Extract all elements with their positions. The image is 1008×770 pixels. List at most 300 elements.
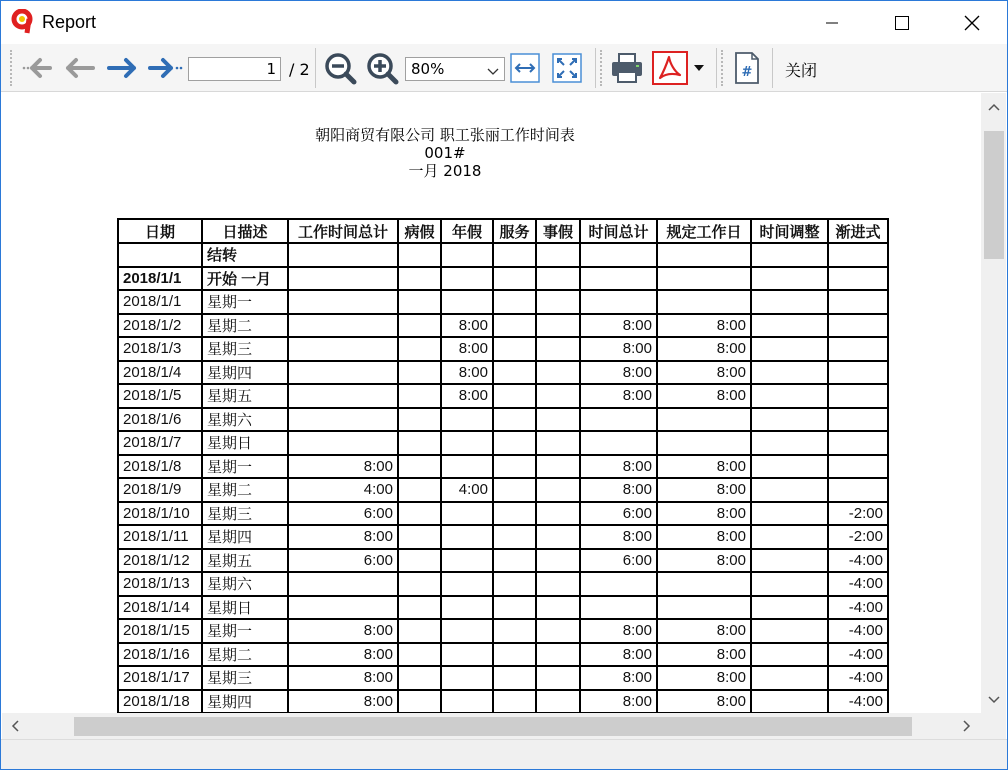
- table-cell: [441, 549, 493, 573]
- column-header: 事假: [536, 219, 580, 243]
- table-cell: [751, 455, 828, 479]
- table-cell: 6:00: [580, 502, 657, 526]
- table-header-row: [118, 219, 888, 243]
- maximize-button[interactable]: [879, 1, 925, 44]
- table-cell: [493, 690, 536, 714]
- zoom-out-icon: [323, 51, 357, 85]
- table-cell: [580, 408, 657, 432]
- table-cell: [751, 549, 828, 573]
- toolbar-separator: [716, 48, 717, 88]
- table-cell: 8:00: [580, 643, 657, 667]
- table-cell: 8:00: [580, 337, 657, 361]
- table-cell: 6:00: [288, 502, 398, 526]
- table-cell: 8:00: [657, 478, 751, 502]
- table-cell: 开始 一月: [202, 267, 288, 291]
- table-cell: 星期三: [202, 337, 288, 361]
- zoom-in-button[interactable]: [363, 50, 401, 86]
- next-page-icon: [106, 56, 140, 80]
- column-header: 时间调整: [751, 219, 828, 243]
- window-title: Report: [42, 12, 97, 32]
- table-cell: [536, 384, 580, 408]
- scroll-right-button[interactable]: [956, 715, 978, 737]
- table-row: [118, 455, 888, 479]
- column-header: 日期: [118, 219, 202, 243]
- table-cell: [751, 502, 828, 526]
- column-header: 规定工作日: [657, 219, 751, 243]
- table-cell: [493, 314, 536, 338]
- table-row: [118, 572, 888, 596]
- table-row: [118, 243, 888, 267]
- table-cell: 星期二: [202, 314, 288, 338]
- close-icon: [964, 15, 980, 31]
- table-cell: [398, 243, 441, 267]
- table-cell: -4:00: [828, 643, 888, 667]
- table-cell: [751, 267, 828, 291]
- table-cell: [493, 290, 536, 314]
- toolbar-grip[interactable]: [600, 50, 603, 86]
- table-cell: [751, 290, 828, 314]
- table-cell: [398, 619, 441, 643]
- print-icon: [610, 52, 644, 84]
- table-cell: [441, 290, 493, 314]
- table-cell: [493, 408, 536, 432]
- table-cell: [493, 337, 536, 361]
- table-cell: [288, 431, 398, 455]
- table-cell: [536, 243, 580, 267]
- table-cell: 4:00: [441, 478, 493, 502]
- report-page-view[interactable]: [2, 93, 980, 713]
- table-cell: [751, 337, 828, 361]
- maximize-icon: [895, 16, 909, 30]
- table-cell: [288, 408, 398, 432]
- table-cell: 8:00: [288, 619, 398, 643]
- table-cell: [288, 337, 398, 361]
- table-cell: [536, 431, 580, 455]
- table-row: [118, 384, 888, 408]
- table-cell: 8:00: [441, 361, 493, 385]
- table-cell: [493, 478, 536, 502]
- table-cell: 星期四: [202, 361, 288, 385]
- table-cell: [657, 572, 751, 596]
- table-cell: [536, 290, 580, 314]
- table-cell: [398, 478, 441, 502]
- table-cell: [751, 643, 828, 667]
- table-cell: [398, 643, 441, 667]
- column-header: 时间总计: [580, 219, 657, 243]
- table-cell: [288, 361, 398, 385]
- table-cell: 星期六: [202, 572, 288, 596]
- table-cell: 8:00: [288, 525, 398, 549]
- table-cell: 星期一: [202, 619, 288, 643]
- table-cell: [288, 267, 398, 291]
- table-cell: 2018/1/16: [118, 643, 202, 667]
- table-cell: [493, 666, 536, 690]
- table-row: [118, 690, 888, 714]
- table-row: [118, 596, 888, 620]
- close-report-button[interactable]: 关闭: [785, 61, 818, 80]
- table-cell: 2018/1/11: [118, 525, 202, 549]
- table-cell: 8:00: [657, 361, 751, 385]
- table-cell: [441, 619, 493, 643]
- table-cell: [493, 549, 536, 573]
- table-cell: 8:00: [657, 337, 751, 361]
- chevron-up-icon: [988, 103, 1000, 111]
- table-cell: -4:00: [828, 572, 888, 596]
- table-cell: 2018/1/1: [118, 290, 202, 314]
- previous-page-button[interactable]: [61, 50, 97, 86]
- table-cell: [536, 314, 580, 338]
- title-bar[interactable]: [1, 1, 1007, 44]
- table-cell: [536, 455, 580, 479]
- table-cell: -4:00: [828, 690, 888, 714]
- chevron-right-icon: [963, 720, 971, 732]
- table-cell: [288, 572, 398, 596]
- table-cell: [536, 549, 580, 573]
- table-cell: [398, 384, 441, 408]
- minimize-button[interactable]: [809, 1, 855, 44]
- table-cell: [751, 596, 828, 620]
- table-cell: 2018/1/7: [118, 431, 202, 455]
- table-cell: [828, 431, 888, 455]
- table-cell: [493, 643, 536, 667]
- table-cell: [536, 690, 580, 714]
- table-cell: 8:00: [580, 455, 657, 479]
- table-cell: [398, 596, 441, 620]
- table-cell: 结转: [202, 243, 288, 267]
- report-title: 朝阳商贸有限公司 职工张丽工作时间表: [315, 126, 575, 144]
- table-cell: [828, 243, 888, 267]
- pdf-icon: [652, 51, 688, 85]
- table-row: [118, 643, 888, 667]
- column-header: 年假: [441, 219, 493, 243]
- column-header: 服务: [493, 219, 536, 243]
- table-cell: [828, 384, 888, 408]
- fit-page-button[interactable]: [550, 50, 584, 86]
- table-cell: 星期四: [202, 525, 288, 549]
- table-cell: [751, 243, 828, 267]
- table-cell: [398, 408, 441, 432]
- table-cell: 4:00: [288, 478, 398, 502]
- table-cell: -4:00: [828, 549, 888, 573]
- table-cell: [441, 408, 493, 432]
- print-button[interactable]: [608, 50, 646, 86]
- zoom-out-button[interactable]: [321, 50, 359, 86]
- table-cell: [398, 431, 441, 455]
- table-cell: [580, 572, 657, 596]
- table-cell: [441, 525, 493, 549]
- chevron-down-icon: [487, 63, 499, 81]
- table-cell: [398, 502, 441, 526]
- table-cell: [536, 643, 580, 667]
- toolbar: [1, 44, 1007, 92]
- table-cell: 6:00: [580, 549, 657, 573]
- table-cell: [398, 455, 441, 479]
- table-cell: [657, 596, 751, 620]
- table-cell: 8:00: [657, 455, 751, 479]
- table-cell: 8:00: [580, 525, 657, 549]
- table-cell: 8:00: [580, 361, 657, 385]
- table-cell: 2018/1/2: [118, 314, 202, 338]
- table-cell: 2018/1/5: [118, 384, 202, 408]
- table-row: [118, 549, 888, 573]
- table-cell: [441, 431, 493, 455]
- status-bar: [1, 739, 1007, 769]
- chevron-left-icon: [11, 720, 19, 732]
- table-cell: [536, 619, 580, 643]
- table-cell: 8:00: [657, 314, 751, 338]
- table-cell: [441, 455, 493, 479]
- table-body: [118, 243, 888, 713]
- table-cell: [441, 502, 493, 526]
- table-cell: [828, 337, 888, 361]
- toolbar-separator: [772, 48, 773, 88]
- report-code: 001#: [424, 144, 466, 162]
- table-cell: 星期四: [202, 690, 288, 714]
- table-cell: [751, 690, 828, 714]
- table-cell: [751, 314, 828, 338]
- table-cell: 6:00: [288, 549, 398, 573]
- last-page-button[interactable]: [147, 50, 185, 86]
- table-cell: [493, 455, 536, 479]
- table-cell: [288, 243, 398, 267]
- table-cell: [751, 384, 828, 408]
- table-cell: 8:00: [580, 384, 657, 408]
- table-cell: 8:00: [657, 384, 751, 408]
- table-cell: -2:00: [828, 525, 888, 549]
- table-cell: 8:00: [657, 549, 751, 573]
- table-cell: 星期日: [202, 596, 288, 620]
- first-page-icon: [20, 56, 54, 80]
- table-cell: [580, 243, 657, 267]
- table-cell: [536, 361, 580, 385]
- table-cell: [828, 267, 888, 291]
- table-cell: 8:00: [580, 619, 657, 643]
- table-cell: 8:00: [657, 619, 751, 643]
- table-cell: [751, 408, 828, 432]
- timesheet-table: [117, 218, 889, 713]
- table-cell: 8:00: [288, 666, 398, 690]
- app-logo-icon: [11, 9, 37, 35]
- table-row: [118, 290, 888, 314]
- table-row: [118, 431, 888, 455]
- table-row: [118, 361, 888, 385]
- table-cell: [398, 572, 441, 596]
- fit-page-icon: [552, 53, 582, 83]
- table-cell: 8:00: [580, 314, 657, 338]
- table-cell: -4:00: [828, 619, 888, 643]
- table-cell: [493, 525, 536, 549]
- scroll-down-button[interactable]: [981, 689, 1006, 711]
- table-cell: [493, 596, 536, 620]
- svg-text:#: #: [741, 65, 753, 80]
- table-cell: 星期二: [202, 643, 288, 667]
- table-cell: [751, 361, 828, 385]
- table-cell: [288, 596, 398, 620]
- table-cell: [398, 314, 441, 338]
- table-cell: [751, 478, 828, 502]
- table-cell: 2018/1/9: [118, 478, 202, 502]
- table-cell: 2018/1/17: [118, 666, 202, 690]
- table-cell: [398, 337, 441, 361]
- table-cell: 8:00: [657, 690, 751, 714]
- table-cell: [751, 525, 828, 549]
- table-cell: 8:00: [657, 525, 751, 549]
- table-cell: [657, 290, 751, 314]
- table-cell: [657, 408, 751, 432]
- table-cell: 8:00: [441, 314, 493, 338]
- table-cell: [828, 361, 888, 385]
- minimize-icon: [826, 17, 838, 29]
- horizontal-scroll-thumb[interactable]: [74, 717, 912, 736]
- table-cell: 2018/1/8: [118, 455, 202, 479]
- report-header: [2, 126, 888, 180]
- table-row: [118, 408, 888, 432]
- zoom-select[interactable]: [405, 57, 505, 81]
- table-cell: [828, 455, 888, 479]
- table-cell: 2018/1/4: [118, 361, 202, 385]
- column-header: 日描述: [202, 219, 288, 243]
- table-cell: 8:00: [580, 690, 657, 714]
- page-numbering-button[interactable]: [730, 50, 764, 86]
- table-cell: [398, 267, 441, 291]
- table-row: [118, 478, 888, 502]
- fit-width-button[interactable]: [508, 50, 542, 86]
- table-cell: 星期日: [202, 431, 288, 455]
- column-header: 病假: [398, 219, 441, 243]
- table-cell: [751, 431, 828, 455]
- table-cell: 2018/1/10: [118, 502, 202, 526]
- close-window-button[interactable]: [949, 1, 995, 44]
- table-cell: [441, 267, 493, 291]
- scrollbar-corner: [981, 713, 1006, 739]
- table-cell: [288, 384, 398, 408]
- table-cell: 星期六: [202, 408, 288, 432]
- table-cell: 8:00: [288, 455, 398, 479]
- table-cell: [398, 361, 441, 385]
- table-cell: [493, 619, 536, 643]
- table-cell: -4:00: [828, 596, 888, 620]
- toolbar-grip[interactable]: [10, 50, 13, 86]
- fit-width-icon: [510, 53, 540, 83]
- table-cell: [751, 572, 828, 596]
- page-number-icon: [734, 52, 760, 84]
- column-header: 渐进式: [828, 219, 888, 243]
- column-header: 工作时间总计: [288, 219, 398, 243]
- table-cell: [536, 408, 580, 432]
- table-cell: [828, 314, 888, 338]
- table-cell: [493, 267, 536, 291]
- table-cell: 8:00: [441, 384, 493, 408]
- page-total-label: / 2: [289, 60, 310, 79]
- table-cell: [441, 572, 493, 596]
- table-cell: -4:00: [828, 666, 888, 690]
- table-cell: 8:00: [288, 643, 398, 667]
- table-cell: [441, 596, 493, 620]
- table-cell: [398, 549, 441, 573]
- table-cell: 2018/1/1: [118, 267, 202, 291]
- table-cell: [493, 384, 536, 408]
- table-cell: [493, 431, 536, 455]
- table-cell: [751, 666, 828, 690]
- table-cell: 8:00: [288, 690, 398, 714]
- table-cell: 星期二: [202, 478, 288, 502]
- table-row: [118, 666, 888, 690]
- table-cell: 星期一: [202, 455, 288, 479]
- table-cell: [536, 596, 580, 620]
- table-cell: [536, 478, 580, 502]
- table-cell: 2018/1/6: [118, 408, 202, 432]
- table-cell: [536, 337, 580, 361]
- zoom-value: 80%: [411, 60, 445, 78]
- table-cell: 8:00: [657, 666, 751, 690]
- export-dropdown-button[interactable]: [691, 50, 707, 86]
- table-row: [118, 267, 888, 291]
- table-cell: [493, 243, 536, 267]
- table-cell: [493, 572, 536, 596]
- toolbar-separator: [595, 48, 596, 88]
- table-cell: [580, 290, 657, 314]
- table-cell: [580, 596, 657, 620]
- table-cell: 8:00: [657, 502, 751, 526]
- table-cell: 8:00: [580, 666, 657, 690]
- table-cell: [580, 431, 657, 455]
- table-cell: [536, 666, 580, 690]
- table-cell: 2018/1/14: [118, 596, 202, 620]
- page-number-input[interactable]: 1: [188, 57, 281, 81]
- table-cell: [288, 314, 398, 338]
- table-cell: [398, 666, 441, 690]
- table-cell: [580, 267, 657, 291]
- table-cell: [657, 431, 751, 455]
- first-page-button[interactable]: [19, 50, 55, 86]
- table-cell: [441, 643, 493, 667]
- table-cell: [493, 361, 536, 385]
- table-cell: [536, 502, 580, 526]
- table-cell: 星期一: [202, 290, 288, 314]
- table-cell: [441, 690, 493, 714]
- last-page-icon: [147, 56, 185, 80]
- table-cell: [398, 290, 441, 314]
- toolbar-separator: [315, 48, 316, 88]
- table-cell: [398, 525, 441, 549]
- report-period: 一月 2018: [408, 162, 482, 180]
- vertical-scroll-thumb[interactable]: [984, 131, 1004, 259]
- table-cell: [536, 525, 580, 549]
- table-cell: [828, 478, 888, 502]
- table-cell: [536, 267, 580, 291]
- table-row: [118, 525, 888, 549]
- toolbar-grip[interactable]: [721, 50, 724, 86]
- dropdown-arrow-icon: [693, 63, 705, 73]
- table-row: [118, 502, 888, 526]
- next-page-button[interactable]: [105, 50, 141, 86]
- scroll-up-button[interactable]: [981, 96, 1006, 118]
- table-cell: [288, 290, 398, 314]
- table-cell: 星期五: [202, 549, 288, 573]
- scroll-left-button[interactable]: [4, 715, 26, 737]
- table-cell: 8:00: [657, 643, 751, 667]
- table-cell: 8:00: [580, 478, 657, 502]
- previous-page-icon: [62, 56, 96, 80]
- table-cell: [398, 690, 441, 714]
- export-pdf-button[interactable]: [651, 50, 689, 86]
- table-cell: [118, 243, 202, 267]
- table-cell: [657, 267, 751, 291]
- table-cell: [441, 243, 493, 267]
- table-cell: [441, 666, 493, 690]
- table-cell: [751, 619, 828, 643]
- table-cell: [828, 408, 888, 432]
